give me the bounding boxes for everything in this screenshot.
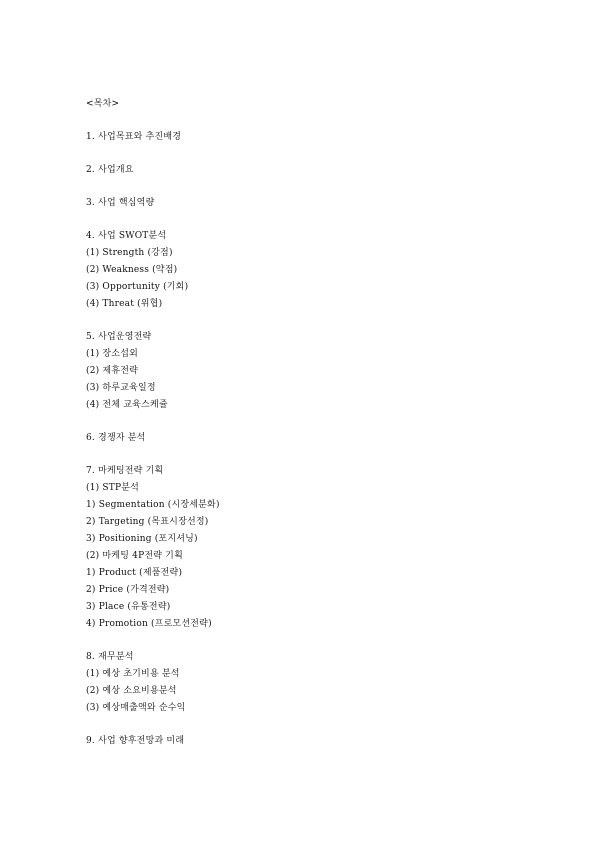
toc-subitem: (4) 전체 교육스케쥴 [86,400,168,410]
toc-subitem: (1) 장소섭외 [86,349,138,359]
toc-section-title: 6. 경쟁자 분석 [86,433,146,443]
toc-heading: <목차> [86,99,120,109]
toc-subitem: (3) 하루교육일정 [86,383,156,393]
toc-subitem: 3) Place (유통전략) [86,602,171,612]
toc-section-title: 8. 재무분석 [86,652,134,662]
spacer [86,447,546,463]
spacer [86,313,546,329]
toc-subitem: (4) Threat (위협) [86,299,163,309]
spacer [86,113,546,129]
toc-section-title: 1. 사업목표와 추진배경 [86,132,182,142]
toc-subitem: 4) Promotion (프로모션전략) [86,619,212,629]
spacer [86,179,546,195]
toc-subitem: (1) 예상 초기비용 분석 [86,669,180,679]
toc-subitem: (1) Strength (강점) [86,248,173,258]
spacer [86,212,546,228]
spacer [86,414,546,430]
toc-subitem: (2) Weakness (약점) [86,265,178,275]
toc-section-title: 5. 사업운영전략 [86,332,152,342]
toc-subitem: 1) Product (제품전략) [86,568,183,578]
toc-subitem: (1) STP분석 [86,483,140,493]
toc-section-title: 2. 사업개요 [86,165,134,175]
toc-subitem: 2) Targeting (목표시장선정) [86,517,209,527]
toc-section-title: 7. 마케팅전략 기획 [86,466,164,476]
spacer [86,717,546,733]
toc-subitem: (3) Opportunity (기회) [86,282,189,292]
toc-subitem: 3) Positioning (포지셔닝) [86,534,198,544]
spacer [86,633,546,649]
toc-section-title: 4. 사업 SWOT분석 [86,231,167,241]
toc-subitem: (2) 마케팅 4P전략 기획 [86,551,183,561]
toc-subitem: 1) Segmentation (시장세분화) [86,500,220,510]
toc-section-title: 3. 사업 핵심역량 [86,198,155,208]
toc-subitem: (2) 제휴전략 [86,366,138,376]
table-of-contents [86,96,546,750]
toc-subitem: (3) 예상매출액와 순수익 [86,703,186,713]
spacer [86,146,546,162]
toc-subitem: 2) Price (가격전략) [86,585,170,595]
toc-subitem: (2) 예상 소요비용분석 [86,686,177,696]
toc-section-title: 9. 사업 향후전망과 미래 [86,736,185,746]
